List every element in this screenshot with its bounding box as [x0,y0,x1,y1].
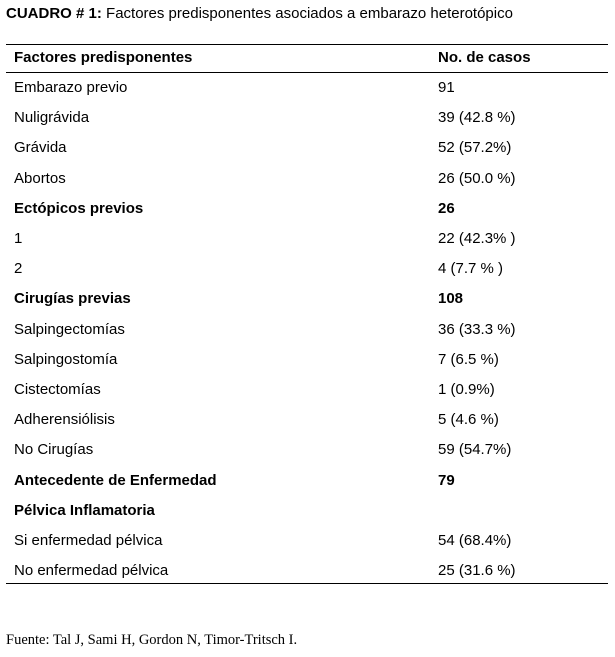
caption-text: Factores predisponentes asociados a embarazo heterotópico [106,5,513,22]
cell-factor: Si enfermedad pélvica [14,532,163,549]
table-row [0,321,615,351]
cell-factor: Nuligrávida [14,109,90,126]
cell-casos: 22 (42.3% ) [438,230,516,247]
cell-casos: 91 [438,79,455,96]
table-caption [6,5,513,22]
table-row [0,411,615,441]
cell-factor: Cirugías previas [14,290,131,307]
cell-factor: Antecedente de Enfermedad [14,472,217,489]
cell-casos: 4 (7.7 % ) [438,260,504,277]
cell-casos: 79 [438,472,455,489]
table-row [0,532,615,562]
cell-factor: Pélvica Inflamatoria [14,502,155,519]
table-row [0,79,615,109]
table-row [0,230,615,260]
cell-casos: 59 (54.7%) [438,441,512,458]
table-row [0,109,615,139]
header-casos: No. de casos [438,49,531,66]
cell-casos: 39 (42.8 %) [438,109,516,126]
cell-casos: 52 (57.2%) [438,139,512,156]
cell-factor: No enfermedad pélvica [14,562,169,579]
source-note: Fuente: Tal J, Sami H, Gordon N, Timor-Tritsch I. [6,632,298,648]
table-row [0,502,615,532]
table-row [0,139,615,169]
cell-factor: Salpingostomía [14,351,118,368]
cell-factor: Cistectomías [14,381,101,398]
table-header-rule [6,72,608,73]
table-row [0,170,615,200]
table-row [0,562,615,592]
cell-factor: Abortos [14,170,66,187]
cell-casos: 5 (4.6 %) [438,411,499,428]
cell-casos: 26 [438,200,455,217]
cell-casos: 25 (31.6 %) [438,562,516,579]
caption-label: CUADRO # 1: [6,5,102,22]
cell-factor: Adherensiólisis [14,411,115,428]
cell-factor: 2 [14,260,23,277]
cell-factor: Salpingectomías [14,321,125,338]
cell-factor: Ectópicos previos [14,200,144,217]
cell-factor: Grávida [14,139,67,156]
table-row [0,200,615,230]
table-row [0,351,615,381]
cell-casos: 36 (33.3 %) [438,321,516,338]
table-bottom-rule [6,583,608,584]
cell-factor: No Cirugías [14,441,94,458]
cell-casos: 108 [438,290,464,307]
cell-casos: 26 (50.0 %) [438,170,516,187]
table-row [0,260,615,290]
table-row [0,472,615,502]
table-row [0,381,615,411]
cell-factor: Embarazo previo [14,79,128,96]
cell-casos: 7 (6.5 %) [438,351,499,368]
cell-factor: 1 [14,230,23,247]
table-row [0,290,615,320]
table-row [0,441,615,471]
cell-casos: 54 (68.4%) [438,532,512,549]
cell-casos: 1 (0.9%) [438,381,495,398]
header-factores: Factores predisponentes [14,49,193,66]
table-top-rule [6,44,608,45]
